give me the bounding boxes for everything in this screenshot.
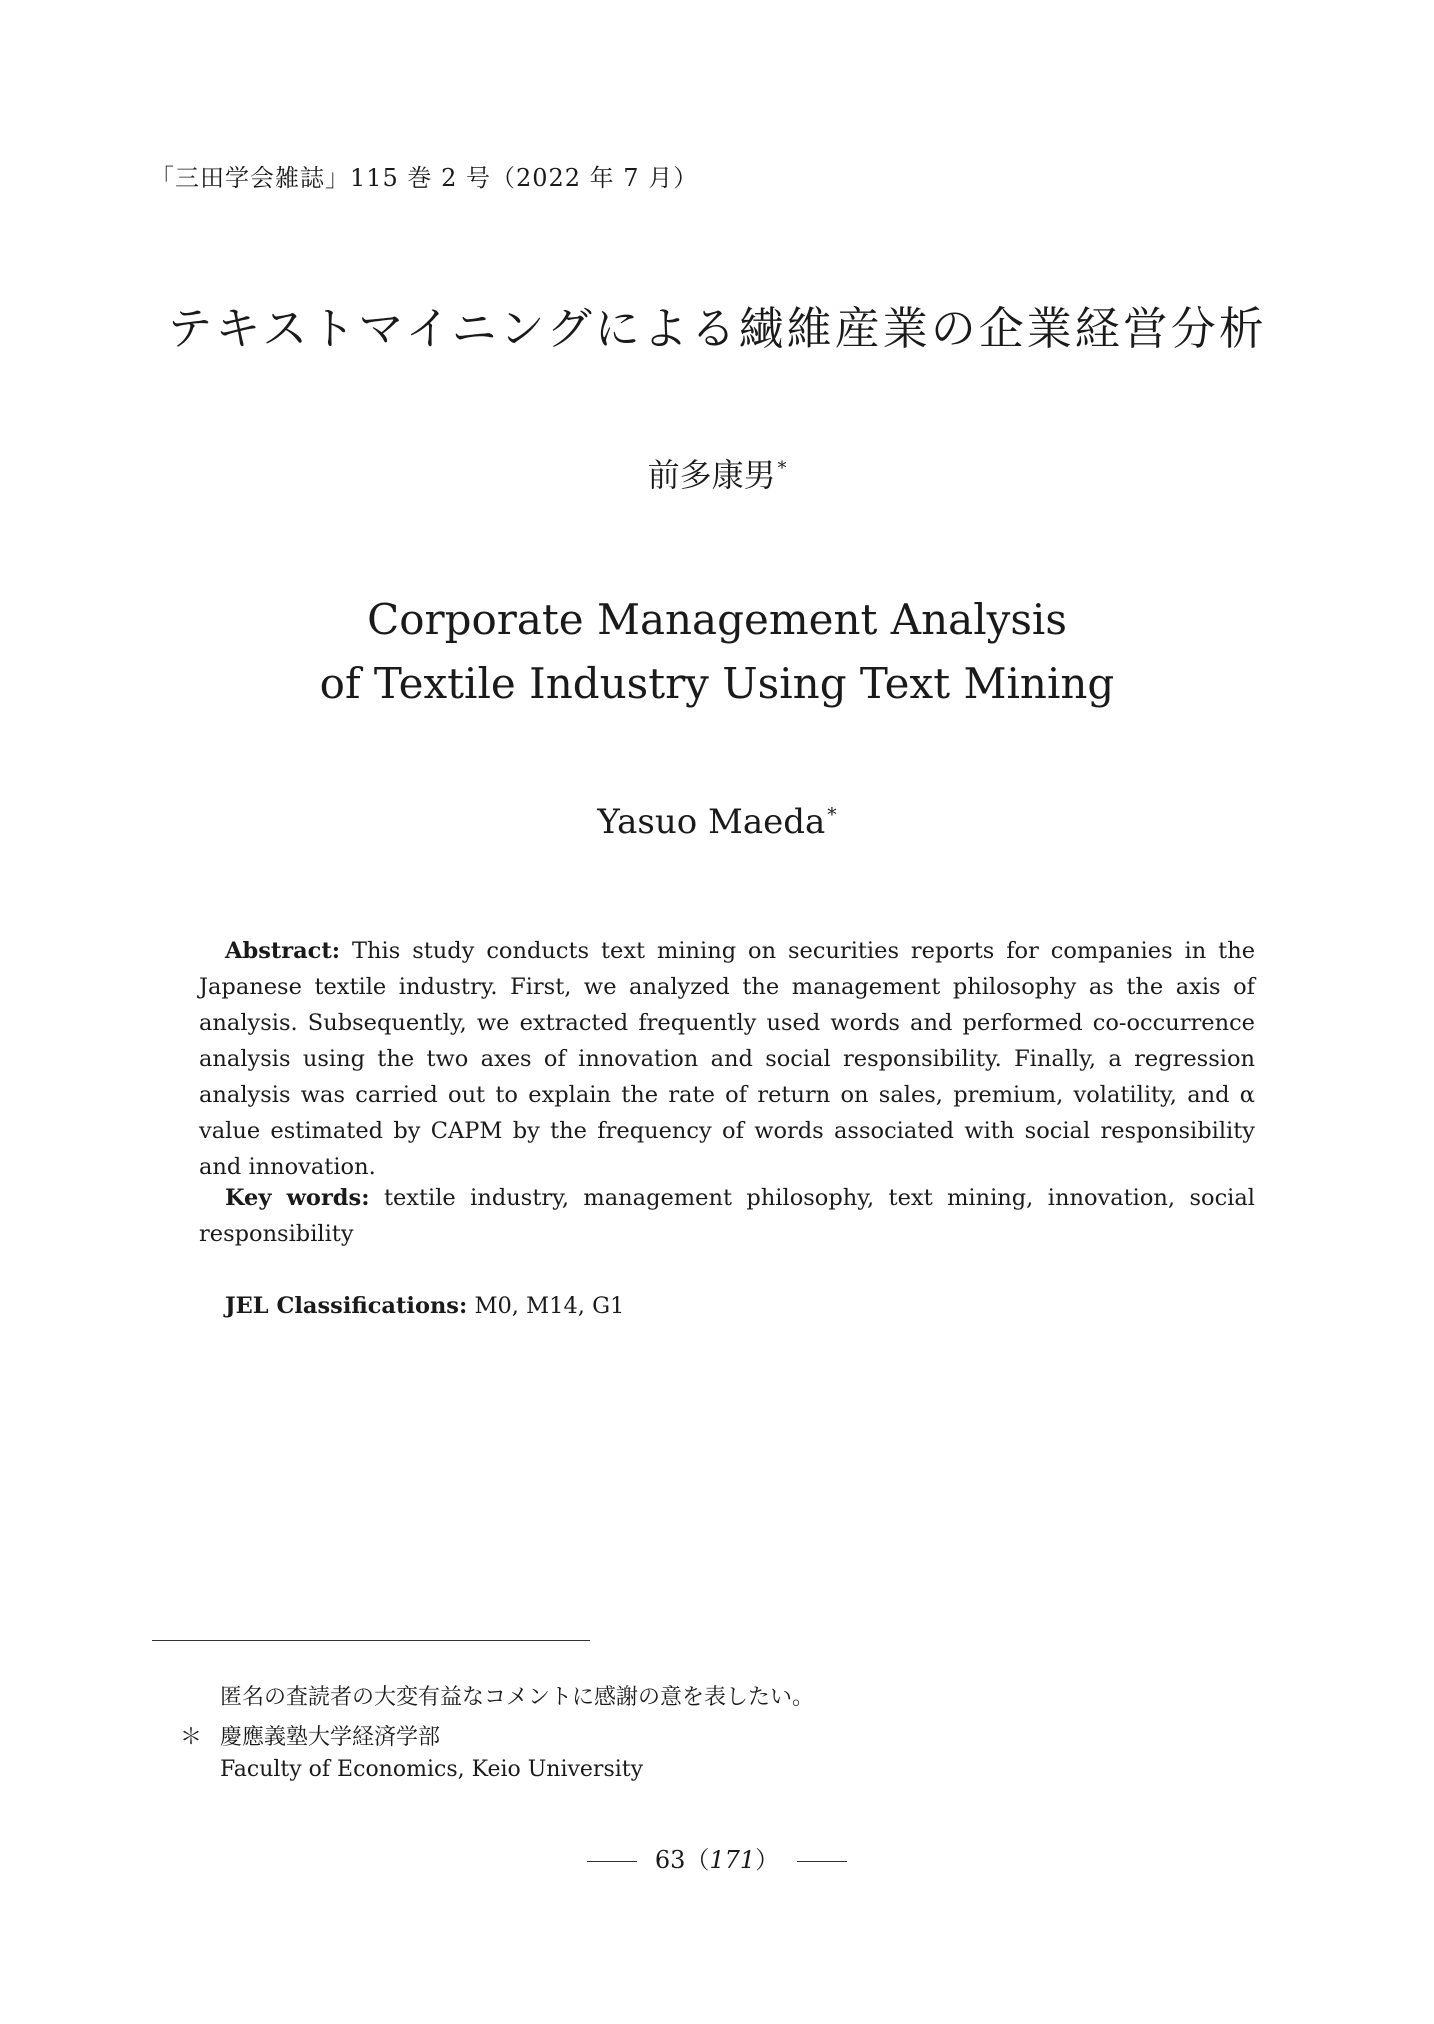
footnote-affiliation-en: Faculty of Economics, Keio University bbox=[220, 1757, 644, 1782]
footnote-divider bbox=[152, 1640, 590, 1641]
journal-header: 「三田学会雑誌」115 巻 2 号（2022 年 7 月） bbox=[150, 164, 699, 192]
page-number-line bbox=[0, 1840, 1434, 1875]
page-total-open: （ bbox=[685, 1846, 710, 1874]
english-author bbox=[0, 802, 1434, 842]
japanese-title: テキストマイニングによる繊維産業の企業経営分析 bbox=[167, 302, 1267, 355]
jel-text: M0, M14, G1 bbox=[474, 1293, 625, 1319]
japanese-author-name: 前多康男 bbox=[647, 456, 776, 494]
abstract-text: This study conducts text mining on securities reports for companies in the Japanese textile industry. First, we analyzed the management philosophy as the axis of analysis. Subsequently, we extracted frequently used words and performed co-occurrence analysis using the two axes of innovation and social responsibility. Finally, a regression analysis was carried out to explain the rate of return on sales, premium, volatility, and α value estimated by CAPM by the frequency of words associated with social responsibility and innovation. bbox=[199, 938, 1256, 1180]
english-author-name: Yasuo Maeda bbox=[597, 802, 826, 842]
page-dash-left bbox=[587, 1861, 637, 1862]
abstract bbox=[199, 933, 1255, 1185]
keywords-label: Key words: bbox=[225, 1185, 370, 1211]
page-dash-right bbox=[797, 1861, 847, 1862]
abstract-label: Abstract: bbox=[225, 938, 341, 964]
keywords bbox=[199, 1180, 1255, 1252]
author-footnote-mark-en: * bbox=[827, 804, 837, 826]
footnote-mark: ＊ bbox=[180, 1725, 203, 1750]
keywords-text: textile industry, management philosophy, text mining, innovation, social responsibility bbox=[199, 1185, 1255, 1247]
page-number: 63 bbox=[654, 1846, 686, 1874]
page-total: 171 bbox=[709, 1846, 756, 1874]
japanese-author bbox=[0, 450, 1434, 496]
page-total-close: ） bbox=[755, 1846, 780, 1874]
footnote-affiliation-ja: 慶應義塾大学経済学部 bbox=[220, 1725, 441, 1750]
jel-classifications bbox=[199, 1288, 1255, 1324]
author-footnote-mark-ja: * bbox=[777, 459, 787, 480]
footnote-acknowledgement: 匿名の査読者の大変有益なコメントに感謝の意を表したい。 bbox=[220, 1685, 815, 1710]
english-title bbox=[0, 588, 1434, 716]
jel-label: JEL Classifications: bbox=[225, 1293, 468, 1319]
english-title-line-2: of Textile Industry Using Text Mining bbox=[319, 659, 1115, 708]
english-title-line-1: Corporate Management Analysis bbox=[367, 595, 1067, 644]
